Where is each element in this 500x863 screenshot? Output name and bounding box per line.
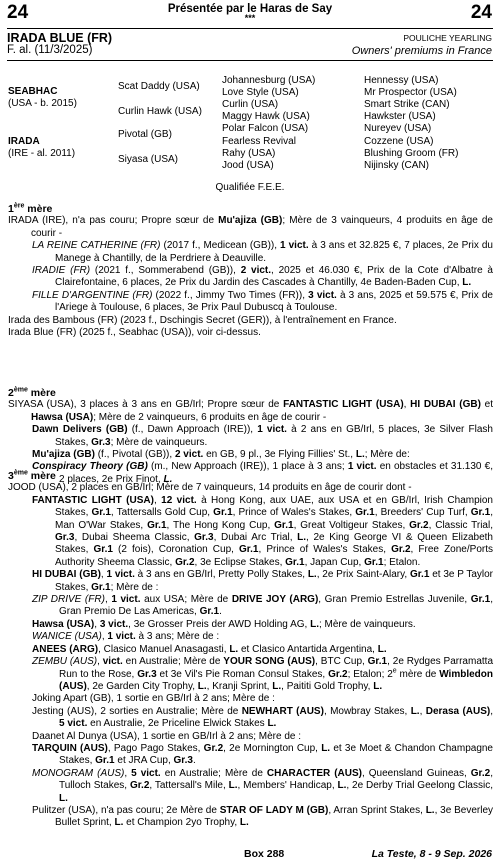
lot-number-right: 24 [470, 2, 492, 23]
grandparent-4: Siyasa (USA) [118, 154, 179, 165]
produce-entry: Mu'ajiza (GB) (f., Pivotal (GB)), 2 vict. en GB, 9 pl., 3e Flying Fillies' St., L.; Mère de: [32, 449, 410, 461]
great-grandparent-4: Maggy Hawk (USA) [222, 111, 310, 122]
sire-origin: (USA - b. 2015) [8, 98, 77, 109]
section-title: 3ème mère [8, 469, 56, 482]
section-title: 1ère mère [8, 202, 53, 215]
produce-entry: Joking Apart (GB), 1 sortie en GB/Irl à 2 ans; Mère de : [32, 693, 275, 705]
g3-ancestor-2: Mr Prospector (USA) [364, 87, 457, 98]
produce-entry: IRADIE (FR) (2021 f., Sommerabend (GB)), 2 vict., 2025 et 46.030 €, Prix de la Cote d'Albatre à Clairefontaine, 6 places, 2e Prix du Jardin des Cascades à Chantilly, 4e Baden-Baden Cup, L. [32, 265, 493, 289]
header-divider [7, 28, 493, 29]
horse-birth: F. al. (11/3/2025) [7, 44, 93, 56]
great-grandparent-3: Curlin (USA) [222, 99, 279, 110]
produce-entry: ZEMBU (AUS), vict. en Australie; Mère de YOUR SONG (AUS), BTC Cup, Gr.1, 2e Rydges Parramatta Run to the Rose, Gr.3 et 3e Vil's Pie Roman Consul Stakes, Gr.2; Etalon; 2e mère de Wimbledon (AUS), 2e Garden City Trophy, L., Kranji Sprint, L., Paititi Gold Trophy, L. [32, 656, 494, 692]
g3-ancestor-4: Hawkster (USA) [364, 111, 436, 122]
produce-entry: TARQUIN (AUS), Pago Pago Stakes, Gr.2, 2e Mornington Cup, L. et 3e Moet & Chandon Champagne Stakes, Gr.1 et JRA Cup, Gr.3. [32, 742, 493, 767]
g3-ancestor-8: Nijinsky (CAN) [364, 160, 429, 171]
grandparent-2: Curlin Hawk (USA) [118, 106, 202, 117]
produce-entry: Irada Blue (FR) (2025 f., Seabhac (USA)), voir ci-dessus. [8, 327, 261, 339]
section-title: 2ème mère [8, 386, 56, 399]
grandparent-1: Scat Daddy (USA) [118, 81, 200, 92]
produce-entry: Pulitzer (USA), n'a pas couru; 2e Mère de STAR OF LADY M (GB), Arran Sprint Stakes, L., 3e Beverley Bullet Sprint, L. et Champion 2yo Trophy, L. [32, 804, 494, 829]
produce-entry: Daanet Al Dunya (USA), 1 sortie en GB/Irl à 2 ans; Mère de : [32, 730, 302, 742]
grandparent-3: Pivotal (GB) [118, 129, 172, 140]
produce-entry: WANICE (USA), 1 vict. à 3 ans; Mère de : [32, 631, 220, 643]
great-grandparent-8: Jood (USA) [222, 160, 274, 171]
third-dam-section [8, 470, 493, 830]
horse-category: POULICHE YEARLING [403, 33, 492, 43]
dam-paragraph: JOOD (USA), 2 places en GB/Irl; Mère de 7 vainqueurs, 14 produits en âge de courir dont - [8, 482, 412, 494]
dam-name: IRADA [8, 136, 40, 147]
great-grandparent-7: Rahy (USA) [222, 148, 276, 159]
horse-name: IRADA BLUE (FR) [7, 31, 113, 45]
dam-paragraph: SIYASA (USA), 3 places à 3 ans en GB/Irl; Propre sœur de FANTASTIC LIGHT (USA), HI DUBAI (GB) et Hawsa (USA); Mère de 2 vainqueurs, 6 produits en âge de courir - [8, 399, 493, 423]
produce-entry: ZIP DRIVE (FR), 1 vict. aux USA; Mère de DRIVE JOY (ARG), Gran Premio Estrellas Juvenile, Gr.1, Gran Premio De Las Americas, Gr.1. [32, 594, 494, 618]
produce-entry: FANTASTIC LIGHT (USA), 12 vict. à Hong Kong, aux UAE, aux USA et en GB/Irl, Irish Champion Stakes, Gr.1, Tattersalls Gold Cup, Gr.1, Prince of Wales's Stakes, Gr.1, Breeders' Cup Turf, Gr.1, Man O'War Stakes, Gr.1, The Hong Kong Cup, Gr.1, Great Voltigeur Stakes, Gr.2, Classic Trial, Gr.3, Dubai Sheema Classic, Gr.3, Dubai Arc Trial, L., 2e King George VI & Queen Elizabeth Stakes, Gr.1 (2 fois), Coronation Cup, Gr.1, Prince of Wales's Stakes, Gr.2, Free Zone/Ports Authority Sheema Classic, Gr.2, 3e Eclipse Stakes, Gr.1, Japan Cup, Gr.1; Etalon. [32, 494, 493, 568]
produce-entry: Irada des Bambous (FR) (2023 f., Dschingis Secret (GER)), à l'entraînement en France. [8, 314, 397, 326]
produce-entry: LA REINE CATHERINE (FR) (2017 f., Medicean (GB)), 1 vict. à 3 ans et 32.825 €, 7 places, 2e Prix du Manege à Chantilly, de la Perdriere à Deauville. [32, 240, 493, 264]
consignor-line: Présentée par le Haras de Say [167, 3, 333, 15]
great-grandparent-2: Love Style (USA) [222, 87, 299, 98]
produce-entry: HI DUBAI (GB), 1 vict. à 3 ans en GB/Irl, Pretty Polly Stakes, L., 2e Prix Saint-Alary, Gr.1 et 3e P Taylor Stakes, Gr.1; Mère de : [32, 569, 494, 593]
consignor-stars: *** [244, 13, 256, 23]
great-grandparent-6: Fearless Revival [222, 136, 296, 147]
produce-entry: MONOGRAM (AUS), 5 vict. en Australie; Mère de CHARACTER (AUS), Queensland Guineas, Gr.2, Tulloch Stakes, Gr.2, Tattersall's Mile, L., Members' Handicap, L., 2e Derby Trial Geelong Classic, L. [32, 767, 493, 804]
g3-ancestor-7: Blushing Groom (FR) [364, 148, 459, 159]
produce-entry: ANEES (ARG), Clasico Manuel Anasagasti, L. et Clasico Antartida Argentina, L. [32, 643, 387, 655]
g3-ancestor-6: Cozzene (USA) [364, 136, 434, 147]
qualification-note: Qualifiée F.E.E. [215, 182, 285, 193]
first-dam-section [8, 203, 493, 339]
produce-entry: Hawsa (USA), 3 vict., 3e Grosser Preis der AWD Holding AG, L.; Mère de vainqueurs. [32, 618, 416, 630]
premiums-note: Owners' premiums in France [351, 45, 492, 57]
produce-entry: FILLE D'ARGENTINE (FR) (2022 f., Jimmy Two Times (FR)), 3 vict. à 3 ans, 2025 et 59.575 €, Prix de l'Ariege à Toulouse, 6 places, 3e Prix Paul Dubuscq à Toulouse. [32, 289, 493, 314]
produce-entry: Jesting (AUS), 2 sorties en Australie; Mère de NEWHART (AUS), Mowbray Stakes, L., Derasa (AUS), 5 vict. en Australie, 2e Priceline Elwick Stakes L. [32, 705, 494, 730]
produce-entry: Dawn Delivers (GB) (f., Dawn Approach (IRE)), 1 vict. à 2 ans en GB/Irl, 5 places, 3e Silver Flash Stakes, Gr.3; Mère de vainqueurs. [32, 424, 493, 448]
dam-paragraph: IRADA (IRE), n'a pas couru; Propre sœur de Mu'ajiza (GB); Mère de 3 vainqueurs, 4 produits en âge de courir - [8, 215, 493, 239]
great-grandparent-5: Polar Falcon (USA) [222, 123, 309, 134]
lot-number-left: 24 [7, 2, 29, 23]
g3-ancestor-3: Smart Strike (CAN) [364, 99, 450, 110]
g3-ancestor-1: Hennessy (USA) [364, 75, 439, 86]
great-grandparent-1: Johannesburg (USA) [222, 75, 316, 86]
g3-ancestor-5: Nureyev (USA) [364, 123, 432, 134]
produce-entry: Conspiracy Theory (GB) (m., New Approach (IRE)), 1 place à 3 ans; 1 vict. en obstacles et 31.130 €, 2 places, 2e Prix Finot, L. [32, 461, 493, 485]
box-number: Box 288 [244, 848, 285, 860]
sire-name: SEABHAC [8, 86, 58, 97]
header-divider-bottom [7, 60, 493, 61]
dam-origin: (IRE - al. 2011) [8, 148, 76, 159]
sale-place-dates: La Teste, 8 - 9 Sep. 2026 [371, 848, 492, 860]
